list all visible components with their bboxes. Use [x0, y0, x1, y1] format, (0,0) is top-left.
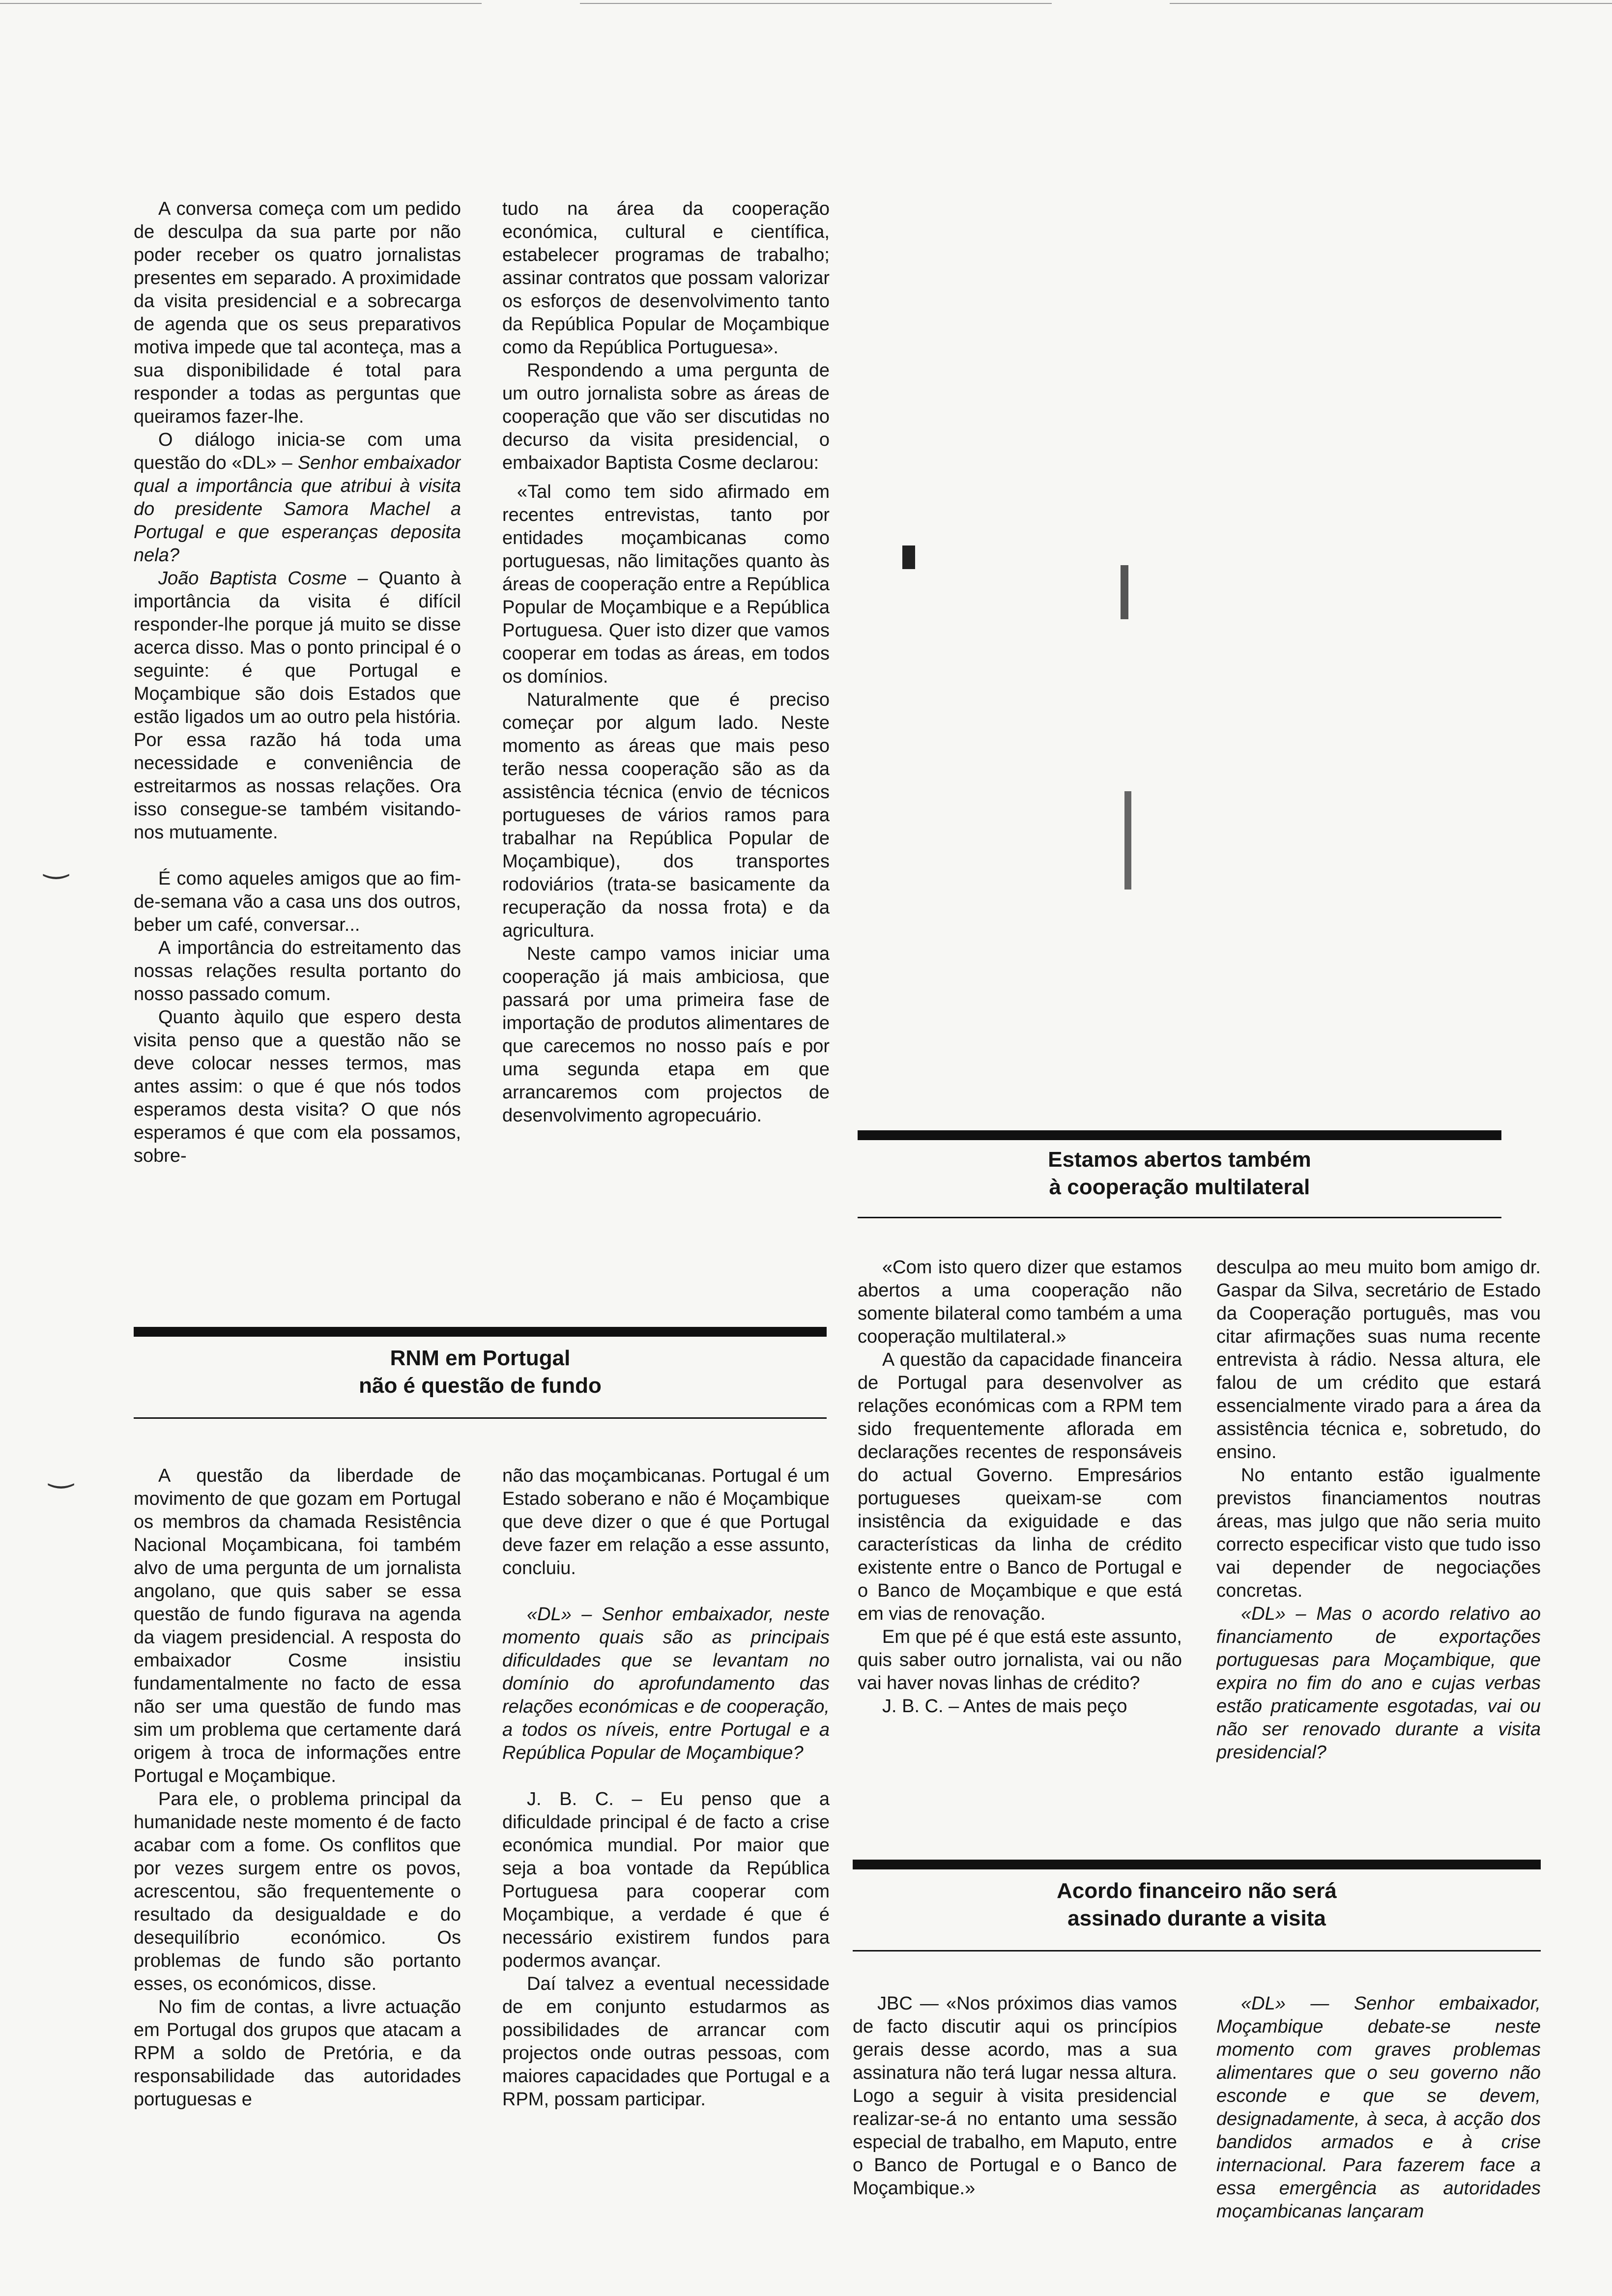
intro-paragraph: Neste campo vamos iniciar uma cooperação já mais ambiciosa, que passará por uma primeira fase de importação de produtos alimentares de que carecemos no nosso país e por uma segunda etapa em que arrancaremos com projectos de desenvolvimento agropecuário.	[502, 944, 830, 1126]
scan-margin-mark: ‿	[44, 845, 68, 880]
section-rule-top	[853, 1860, 1541, 1869]
scan-top-line	[0, 3, 482, 4]
intro-paragraph: Respondendo a uma pergunta de um outro jornalista sobre as áreas de cooperação que vão ser discutidas no decurso da visita presidencial, o embaixador Baptista Cosme declarou:	[502, 360, 830, 473]
acordo-question: «DL» — Senhor embaixador, Moçambique debate-se neste momento com graves problemas alimentares que o seu governo não esconde e que se devem, designadamente, à seca, à acção dos bandidos armados e à crise internacional. Para fazerem face a essa emergência as autoridades moçambicanas lançaram	[1216, 1993, 1541, 2222]
intro-paragraph: A conversa começa com um pedido de desculpa da sua parte por não poder receber os quatro jornalistas presentes em separado. A proximidade da visita presidencial e a sobrecarga de agenda que os seus preparativos motiva impede que tal aconteça, mas a sua disponibilidade é total para responder a todas as perguntas que queiramos fazer-lhe.	[134, 199, 461, 427]
multilateral-column-2	[1216, 1256, 1541, 1826]
section-heading-acordo: Acordo financeiro não será assinado durante a visita	[1057, 1879, 1337, 1930]
multilateral-paragraph: J. B. C. – Antes de mais peço	[882, 1696, 1127, 1717]
multilateral-paragraph: «Com isto quero dizer que estamos abertos a uma cooperação não somente bilateral como também a uma cooperação multilateral.»	[858, 1257, 1182, 1347]
rnm-paragraph: Para ele, o problema principal da humanidade neste momento é de facto acabar com a fome. Os conflitos que por vezes surgem entre os povos, acrescentou, são frequentemente o resultado da desigualdade e do desequilíbrio económico. Os problemas de fundo são portanto esses, os económicos, disse.	[134, 1789, 461, 1994]
section-rule-bottom	[853, 1950, 1541, 1952]
intro-paragraph: A importância do estreitamento das nossas relações resulta portanto do nosso passado comum.	[134, 938, 461, 1004]
section-rule-top	[134, 1327, 827, 1337]
intro-paragraph: Naturalmente que é preciso começar por algum lado. Neste momento as áreas que mais peso terão nessa cooperação são as da assistência técnica (envio de técnicos portugueses de vários ramos para trabalhar na República Popular de Moçambique), dos transportes rodoviários (trata-se basicamente da recuperação da nossa frota) e da agricultura.	[502, 689, 830, 941]
intro-column-1	[134, 198, 461, 1293]
acordo-paragraph: JBC — «Nos próximos dias vamos de facto discutir aqui os princípios gerais desse acordo, mas a sua assinatura não terá lugar nessa altura. Logo a seguir à visita presidencial realizar-se-á no entanto uma sessão especial de trabalho, em Maputo, entre o Banco de Portugal e o Banco de Moçambique.»	[853, 1993, 1177, 2199]
multilateral-paragraph: No entanto estão igualmente previstos financiamentos noutras áreas, mas julgo que não seria muito correcto especificar visto que tudo isso vai depender de negociações concretas.	[1216, 1465, 1541, 1601]
scan-margin-mark: ‿	[49, 1455, 73, 1489]
scan-top-line	[1170, 3, 1612, 4]
rnm-answer: J. B. C. – Eu penso que a dificuldade principal é de facto a crise económica mundial. Por maior que seja a boa vontade da República Portuguesa para cooperar com Moçambique, a verdade é que é necessário existirem fundos para podermos avançar.	[502, 1789, 830, 1971]
rnm-paragraph: não das moçambicanas. Portugal é um Estado soberano e não é Moçambique que deve dizer o que é que Portugal deve fazer em relação a esse assunto, concluiu.	[502, 1465, 830, 1578]
rnm-column-1	[134, 1464, 461, 2246]
section-heading-rnm: RNM em Portugal não é questão de fundo	[359, 1346, 602, 1398]
rnm-paragraph: Daí talvez a eventual necessidade de em conjunto estudarmos as possibilidades de arrancar com projectos onde outras pessoas, com maiores capacidades que Portugal e a RPM, possam participar.	[502, 1974, 830, 2110]
scan-speck	[902, 545, 915, 569]
multilateral-column-1	[858, 1256, 1182, 1826]
section-rule-bottom	[134, 1417, 827, 1419]
intro-paragraph: tudo na área da cooperação económica, cultural e científica, estabelecer programas de trabalho; assinar contratos que possam valorizar os esforços de desenvolvimento tanto da República Popular de Moçambique como da República Portuguesa».	[502, 199, 830, 358]
section-heading-multilateral: Estamos abertos também à cooperação multilateral	[1048, 1148, 1311, 1199]
multilateral-paragraph: A questão da capacidade financeira de Portugal para desenvolver as relações económicas com a RPM tem sido frequentemente aflorada em declarações recentes de responsáveis do actual Governo. Empresários portugueses queixam-se com insistência da exiguidade e das características da linha de crédito existente entre o Banco de Portugal e o Banco de Moçambique e que está em vias de renovação.	[858, 1349, 1182, 1624]
intro-column-2	[502, 198, 830, 1293]
intro-answer: João Baptista Cosme – Quanto à importância da visita é difícil responder-lhe porque já muito se disse acerca disso. Mas o ponto principal é o seguinte: é que Portugal e Moçambique são dois Estados que estão ligados um ao outro pela história. Por essa razão há toda uma necessidade e conveniência de estreitarmos as nossas relações. Ora isso consegue-se também visitando-nos mutuamente.	[134, 568, 461, 843]
intro-paragraph: Quanto àquilo que espero desta visita penso que a questão não se deve colocar nesses termos, mas antes assim: o que é que nós todos esperamos desta visita? O que nós esperamos é que com ela possamos, sobre-	[134, 1007, 461, 1166]
rnm-paragraph: A questão da liberdade de movimento de que gozam em Portugal os membros da chamada Resistência Nacional Moçambicana, foi também alvo de uma pergunta de um jornalista angolano, que quis saber se essa questão de fundo figurava na agenda da viagem presidencial. A resposta do embaixador Cosme insistiu fundamentalmente no facto de essa não ser uma questão de fundo mas sim um problema que certamente dará origem à troca de informações entre Portugal e Moçambique.	[134, 1465, 461, 1786]
multilateral-question: «DL» – Mas o acordo relativo ao financiamento de exportações portuguesas para Moçambique, que expira no fim do ano e cujas verbas estão praticamente esgotadas, vai ou não ser renovado durante a visita presidencial?	[1216, 1604, 1541, 1763]
intro-quote: «Tal como tem sido afirmado em recentes entrevistas, tanto por entidades moçambicanas como portuguesas, não limitações quanto às áreas de cooperação entre a República Popular de Moçambique e a República Portuguesa. Quer isto dizer que vamos cooperar em todas as áreas, em todos os domínios.	[502, 482, 830, 687]
scan-top-line	[580, 3, 1052, 4]
intro-question: O diálogo inicia-se com uma questão do «DL» – Senhor embaixador qual a importância que atribui à visita do presidente Samora Machel a Portugal e que esperanças deposita nela?	[134, 430, 461, 566]
section-rule-bottom	[858, 1217, 1501, 1218]
rnm-question: «DL» – Senhor embaixador, neste momento quais são as principais dificuldades que se levantam no domínio do aprofundamento das relações económicas e de cooperação, a todos os níveis, entre Portugal e a República Popular de Moçambique?	[502, 1604, 830, 1763]
acordo-column-2	[1216, 1992, 1541, 2267]
section-rule-top	[858, 1130, 1501, 1140]
acordo-column-1	[853, 1992, 1177, 2267]
multilateral-paragraph: desculpa ao meu muito bom amigo dr. Gaspar da Silva, secretário de Estado da Cooperação português, mas vou citar afirmações suas numa recente entrevista à rádio. Nessa altura, ele falou de um crédito que estará essencialmente virado para a área da assistência técnica e, sobretudo, do ensino.	[1216, 1257, 1541, 1463]
multilateral-paragraph: Em que pé é que está este assunto, quis saber outro jornalista, vai ou não vai haver novas linhas de crédito?	[858, 1627, 1182, 1693]
intro-paragraph: É como aqueles amigos que ao fim-de-semana vão a casa uns dos outros, beber um café, conversar...	[134, 868, 461, 935]
rnm-paragraph: No fim de contas, a livre actuação em Portugal dos grupos que atacam a RPM a soldo de Pretória, e da responsabilidade das autoridades portuguesas e	[134, 1997, 461, 2110]
scan-speck	[1121, 565, 1128, 619]
rnm-column-2	[502, 1464, 830, 2246]
scan-speck	[1124, 791, 1131, 890]
